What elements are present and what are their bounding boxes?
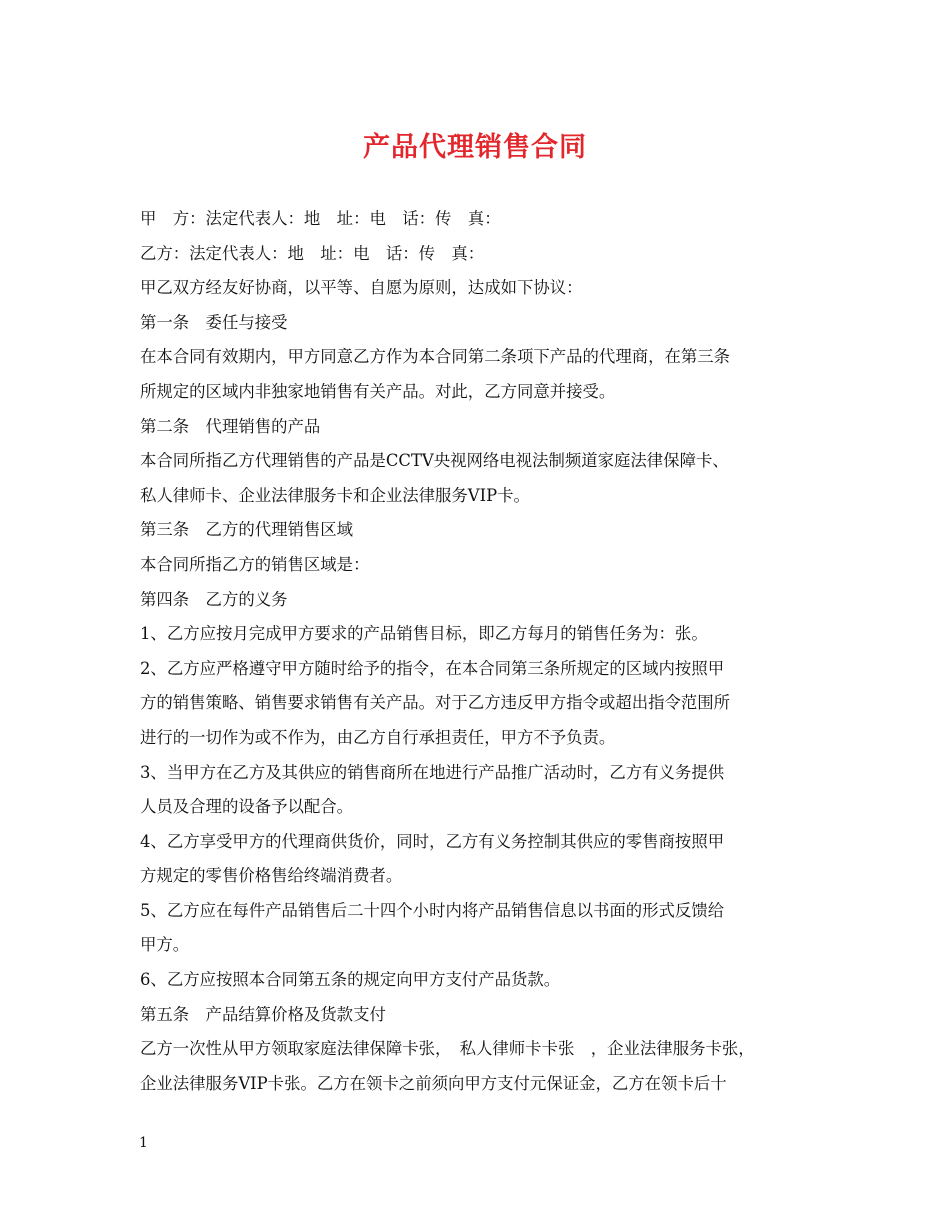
article-4-heading: 第四条 乙方的义务 [140,589,288,609]
paragraph-line: 乙方一次性从甲方领取家庭法律保障卡张， 私人律师卡卡张 ，企业法律服务卡张， [140,1039,755,1059]
clause-line: 3、当甲方在乙方及其供应的销售商所在地进行产品推广活动时，乙方有义务提供 [140,762,725,782]
clause-line: 方的销售策略、销售要求销售有关产品。对于乙方违反甲方指令或超出指令范围所 [140,693,731,713]
party-b-line: 乙方：法定代表人：地 址：电 话：传 真： [140,243,485,263]
paragraph-line: 私人律师卡、企业法律服务卡和企业法律服务VIP卡。 [140,485,530,505]
paragraph-line: 本合同所指乙方代理销售的产品是CCTV央视网络电视法制频道家庭法律保障卡、 [140,451,729,471]
clause-line: 4、乙方享受甲方的代理商供货价，同时，乙方有义务控制其供应的零售商按照甲 [140,831,725,851]
paragraph-line: 在本合同有效期内，甲方同意乙方作为本合同第二条项下产品的代理商，在第三条 [140,347,731,367]
clause-line: 人员及合理的设备予以配合。 [140,797,354,817]
document-body [140,202,812,1101]
paragraph-line: 本合同所指乙方的销售区域是： [140,554,370,574]
paragraph-line: 企业法律服务VIP卡张。乙方在领卡之前须向甲方支付元保证金，乙方在领卡后十 [140,1073,727,1093]
article-1-heading: 第一条 委任与接受 [140,312,288,332]
clause-line: 2、乙方应严格遵守甲方随时给予的指令，在本合同第三条所规定的区域内按照甲 [140,658,725,678]
article-3-heading: 第三条 乙方的代理销售区域 [140,520,354,540]
clause-line: 进行的一切作为或不作为，由乙方自行承担责任，甲方不予负责。 [140,727,616,747]
page-number: 1 [139,1135,148,1151]
party-a-line: 甲 方：法定代表人：地 址：电 话：传 真： [140,209,501,228]
clause-line: 方规定的零售价格售给终端消费者。 [140,866,403,886]
document-title: 产品代理销售合同 [363,132,587,163]
agreement-intro: 甲乙双方经友好协商，以平等、自愿为原则，达成如下协议： [140,278,583,298]
clause-line: 6、乙方应按照本合同第五条的规定向甲方支付产品货款。 [140,970,561,990]
clause-line: 1、乙方应按月完成甲方要求的产品销售目标，即乙方每月的销售任务为：张。 [140,624,708,644]
clause-line: 甲方。 [140,935,190,955]
article-2-heading: 第二条 代理销售的产品 [140,416,321,436]
article-5-heading: 第五条 产品结算价格及货款支付 [140,1004,386,1024]
clause-line: 5、乙方应在每件产品销售后二十四个小时内将产品销售信息以书面的形式反馈给 [140,900,725,920]
paragraph-line: 所规定的区域内非独家地销售有关产品。对此，乙方同意并接受。 [140,381,616,401]
